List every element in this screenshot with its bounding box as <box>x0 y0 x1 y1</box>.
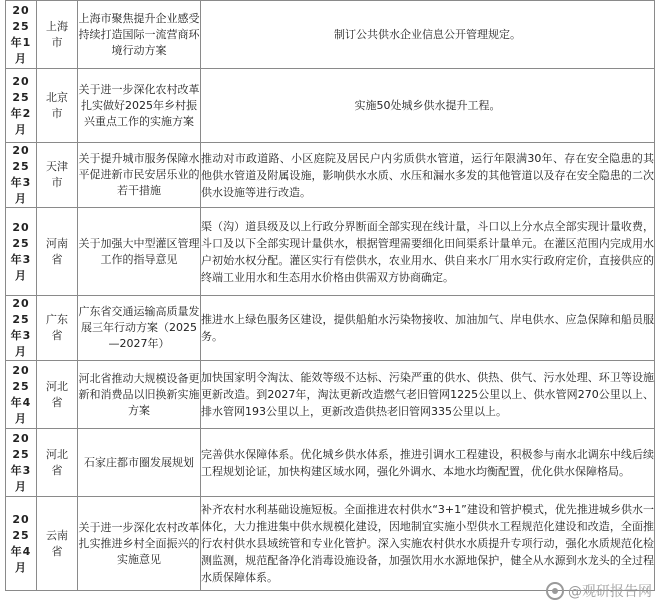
table-row <box>6 143 655 208</box>
table-row <box>6 429 655 497</box>
region-cell <box>37 497 78 591</box>
region-cell <box>37 1 78 69</box>
date-cell <box>6 296 37 361</box>
brand-logo-icon <box>546 582 564 600</box>
date-cell <box>6 143 37 208</box>
date-cell <box>6 361 37 429</box>
policy-title-cell: 上海市聚焦提升企业感受 持续打造国际一流营商环境行动方案 <box>78 1 201 69</box>
policy-content-cell: 渠（沟）道县级及以上行政分界断面全部实现在线计量，斗口以上分水点全部实现计量收费，斗口及以下全部实现计量供水，根据管理需要细化田间渠系计量单元。在灌区范围内完成用水户初始水权分配。灌区实行有偿供水，农业用水、供自来水厂用水实行政府定价，直接供应的终端工业用水和生态用水价格由供需双方协商确定。 <box>201 208 655 296</box>
region-cell <box>37 208 78 296</box>
date-text: 2025年3月 <box>10 297 32 358</box>
region-cell <box>37 296 78 361</box>
region-text: 上海市 <box>46 19 68 49</box>
region-cell <box>37 361 78 429</box>
table-row <box>6 296 655 361</box>
policy-title-cell: 石家庄都市圈发展规划 <box>78 429 201 497</box>
policy-title-cell: 关于加强大中型灌区管理工作的指导意见 <box>78 208 201 296</box>
watermark <box>546 581 652 601</box>
policy-content-cell: 实施50处城乡供水提升工程。 <box>201 69 655 143</box>
policy-content-cell: 推进水上绿色服务区建设，提供船舶水污染物接收、加油加气、岸电供水、应急保障和船员服务。 <box>201 296 655 361</box>
date-text: 2025年3月 <box>10 431 32 493</box>
table-row <box>6 1 655 69</box>
table-row <box>6 208 655 296</box>
policy-title-cell: 关于进一步深化农村改革扎实做好2025年乡村振兴重点工作的实施方案 <box>78 69 201 143</box>
policy-table-body <box>6 1 655 591</box>
watermark-text: @观研报告网 <box>568 584 652 600</box>
region-text: 北京市 <box>46 90 68 120</box>
table-row <box>6 69 655 143</box>
region-text: 广东省 <box>46 313 68 342</box>
region-text: 天津市 <box>46 160 68 189</box>
policy-title-cell: 关于提升城市服务保障水平促进新市民安居乐业的若干措施 <box>78 143 201 208</box>
policy-content-cell: 制订公共供水企业信息公开管理规定。 <box>201 1 655 69</box>
policy-title-cell: 关于进一步深化农村改革扎实推进乡村全面振兴的实施意见 <box>78 497 201 591</box>
region-text: 云南省 <box>46 528 68 558</box>
policy-title-cell: 河北省推动大规模设备更新和消费品以旧换新实施方案 <box>78 361 201 429</box>
region-text: 河北省 <box>46 447 68 477</box>
date-cell <box>6 1 37 69</box>
policy-title-cell: 广东省交通运输高质量发展三年行动方案（2025—2027年） <box>78 296 201 361</box>
policy-content-cell: 加快国家明令淘汰、能效等级不达标、污染严重的供水、供热、供气、污水处理、环卫等设施更新改造。到2027年，淘汰更新改造燃气老旧管网1225公里以上、供水管网270公里以上、排水管网193公里以上，更新改造供热老旧管网335公里以上。 <box>201 361 655 429</box>
table-row <box>6 361 655 429</box>
date-text: 2025年3月 <box>10 220 32 282</box>
policy-content-cell: 补齐农村水利基础设施短板。全面推进农村供水“3+1”建设和管护模式，优先推进城乡供水一体化，大力推进集中供水规模化建设，因地制宜实施小型供水工程规范化建设和改造，全面推行农村供水县域统管和专业化管护。深入实施农村供水水质提升专项行动，强化水质规范化检测监测，规范配备净化消毒设施设备，加强饮用水水源地保护，健全从水源到水龙头的全过程水质保障体系。 <box>201 497 655 591</box>
date-text: 2025年2月 <box>10 74 32 136</box>
table-row <box>6 497 655 591</box>
date-text: 2025年4月 <box>10 512 32 574</box>
date-cell <box>6 497 37 591</box>
region-text: 河南省 <box>46 236 68 266</box>
policy-table <box>5 0 655 591</box>
date-text: 2025年3月 <box>10 144 32 205</box>
date-text: 2025年4月 <box>10 363 32 425</box>
date-text: 2025年1月 <box>10 3 32 65</box>
date-cell <box>6 69 37 143</box>
region-text: 河北省 <box>46 379 68 409</box>
region-cell <box>37 69 78 143</box>
date-cell <box>6 429 37 497</box>
region-cell <box>37 429 78 497</box>
policy-content-cell: 完善供水保障体系。优化城乡供水体系，推进引调水工程建设，积极参与南水北调东中线后续工程规划论证，加快构建区域水网，强化外调水、本地水均衡配置，优化供水保障格局。 <box>201 429 655 497</box>
region-cell <box>37 143 78 208</box>
policy-content-cell: 推动对市政道路、小区庭院及居民户内劣质供水管道，运行年限满30年、存在安全隐患的其他供水管道及附属设施，影响供水水质、水压和漏水多发的其他管道以及存在安全隐患的二次供水设施等进行改造。 <box>201 143 655 208</box>
date-cell <box>6 208 37 296</box>
